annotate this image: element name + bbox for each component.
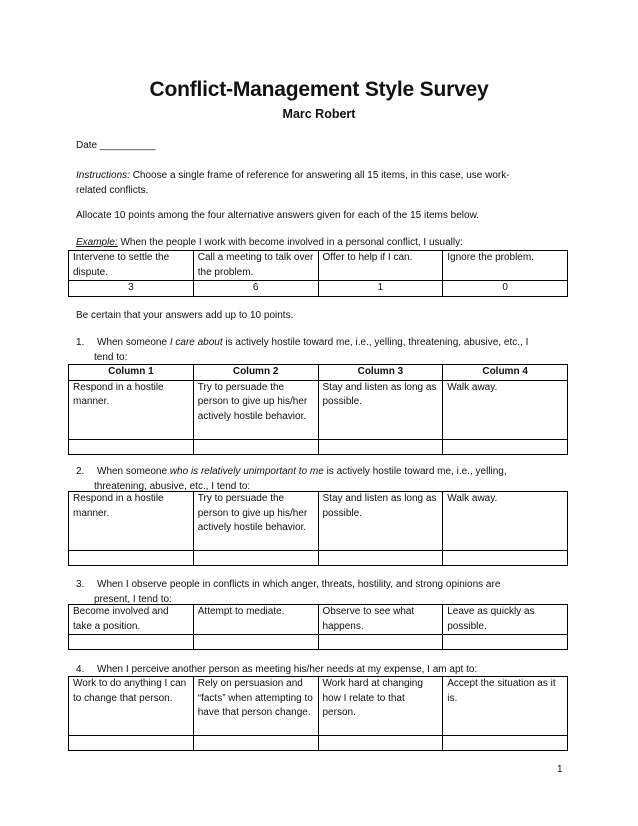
instructions-text: Choose a single frame of reference for answering all 15 items, in this case, use work- (129, 170, 510, 181)
question-continuation: tend to: (94, 352, 128, 363)
example-points-2: 6 (193, 281, 318, 297)
question-text: When I perceive another person as meeting his/her needs at my expense, I am apt to: (97, 664, 478, 675)
example-table (68, 250, 568, 297)
answer-column-1: Work to do anything I can to change that person. (69, 677, 194, 736)
question-text: When I observe people in conflicts in which anger, threats, hostility, and strong opinions are (97, 579, 501, 590)
question-text: When someone (97, 466, 170, 477)
question-emphasis: who is relatively unimportant to me (169, 466, 324, 477)
points-input-1[interactable] (69, 439, 194, 454)
points-input-1[interactable] (69, 551, 194, 566)
question-number: 4. (76, 664, 85, 675)
answer-column-2: Try to persuade the person to give up his/her actively hostile behavior. (193, 492, 318, 551)
points-input-2[interactable] (193, 635, 318, 650)
example-points-3: 1 (318, 281, 443, 297)
certain-text: Be certain that your answers add up to 10 points. (76, 310, 294, 321)
answer-column-3: Stay and listen as long as possible. (318, 380, 443, 439)
points-input-2[interactable] (193, 736, 318, 751)
answer-column-1: Respond in a hostile manner. (69, 492, 194, 551)
example-points-4: 0 (443, 281, 568, 297)
answer-column-1: Become involved and take a position. (69, 605, 194, 635)
answer-column-4: Accept the situation as it is. (443, 677, 568, 736)
date-field: Date __________ (76, 140, 156, 151)
page-number: 1 (557, 764, 563, 775)
question-text: When someone (97, 337, 170, 348)
answer-column-4: Walk away. (443, 492, 568, 551)
answer-column-2: Attempt to mediate. (193, 605, 318, 635)
example-answer-3: Offer to help if I can. (318, 251, 443, 281)
example-points-1: 3 (69, 281, 194, 297)
answer-column-4: Walk away. (443, 380, 568, 439)
points-input-4[interactable] (443, 635, 568, 650)
example-line (76, 235, 463, 250)
column-3-header: Column 3 (318, 365, 443, 381)
example-text: When the people I work with become involved in a personal conflict, I usually: (117, 237, 463, 248)
column-1-header: Column 1 (69, 365, 194, 381)
points-input-3[interactable] (318, 736, 443, 751)
instructions-line2: related conflicts. (76, 185, 149, 196)
instructions-label: Instructions: (76, 170, 130, 181)
answer-column-3: Stay and listen as long as possible. (318, 492, 443, 551)
answer-column-4: Leave as quickly as possible. (443, 605, 568, 635)
answer-column-2: Rely on persuasion and “facts” when attempting to have that person change. (193, 677, 318, 736)
question-1-table (68, 364, 568, 455)
question-text-rest: is actively hostile toward me, i.e., yelling, (323, 466, 507, 477)
answer-column-2: Try to persuade the person to give up his/her actively hostile behavior. (193, 380, 318, 439)
question-2-table (68, 491, 568, 566)
example-label: Example: (76, 237, 118, 248)
points-input-2[interactable] (193, 439, 318, 454)
points-input-3[interactable] (318, 439, 443, 454)
points-input-4[interactable] (443, 551, 568, 566)
question-2 (76, 464, 561, 494)
question-number: 1. (76, 337, 85, 348)
answer-column-3: Work hard at changing how I relate to that person. (318, 677, 443, 736)
question-number: 2. (76, 466, 85, 477)
points-input-3[interactable] (318, 635, 443, 650)
question-emphasis: I care about (169, 337, 223, 348)
points-input-2[interactable] (193, 551, 318, 566)
example-answer-4: Ignore the problem. (443, 251, 568, 281)
question-continuation: present, I tend to: (94, 594, 172, 605)
answer-column-1: Respond in a hostile manner. (69, 380, 194, 439)
question-1 (76, 335, 561, 365)
allocate-text: Allocate 10 points among the four alternative answers given for each of the 15 items below. (76, 210, 480, 221)
question-3-table (68, 604, 568, 650)
points-input-4[interactable] (443, 439, 568, 454)
answer-column-3: Observe to see what happens. (318, 605, 443, 635)
question-3 (76, 577, 561, 607)
page-title: Conflict-Management Style Survey (149, 78, 489, 101)
example-answer-2: Call a meeting to talk over the problem. (193, 251, 318, 281)
question-text-rest: is actively hostile toward me, i.e., yelling, threatening, abusive, etc., I (222, 337, 529, 348)
points-input-3[interactable] (318, 551, 443, 566)
points-input-1[interactable] (69, 736, 194, 751)
column-4-header: Column 4 (443, 365, 568, 381)
instructions-line1 (76, 168, 510, 183)
question-number: 3. (76, 579, 85, 590)
question-4 (76, 662, 561, 677)
example-answer-1: Intervene to settle the dispute. (69, 251, 194, 281)
question-continuation: threatening, abusive, etc., I tend to: (94, 481, 251, 492)
points-input-4[interactable] (443, 736, 568, 751)
points-input-1[interactable] (69, 635, 194, 650)
question-4-table (68, 676, 568, 751)
author-name: Marc Robert (282, 107, 356, 121)
column-2-header: Column 2 (193, 365, 318, 381)
